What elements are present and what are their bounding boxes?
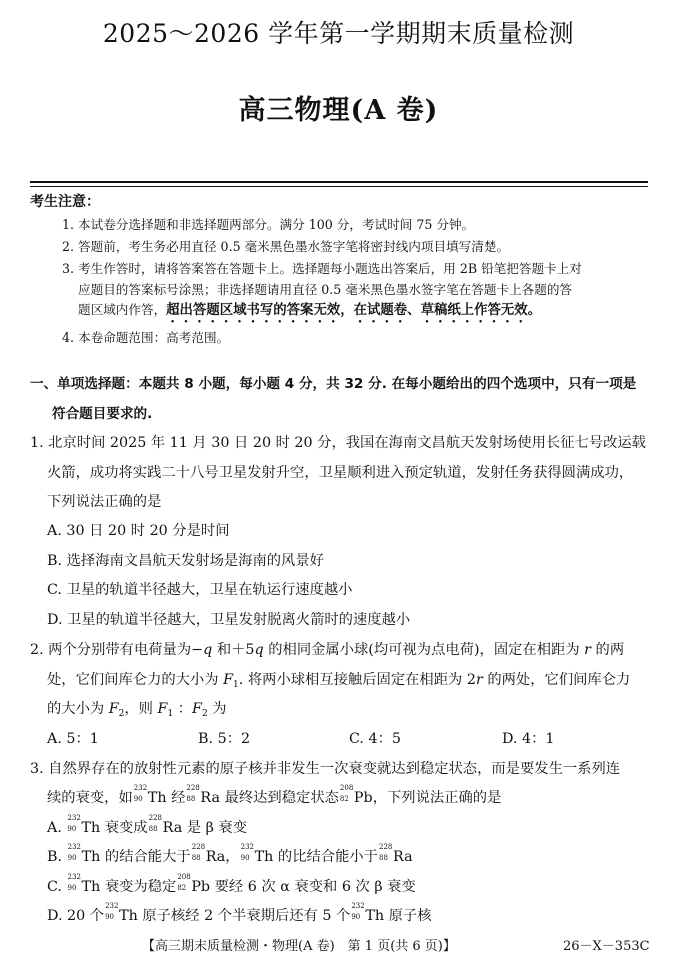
mass-number: 232 [67,843,81,851]
isotope-th [67,873,82,892]
notice-item-3: 3. 考生作答时，请将答案答在答题卡上。选择题每小题选出答案后，用 2B 铅笔把答题卡上对 [62,261,582,276]
q3-text: Th 衰变为稳定 [81,879,177,895]
mass-number: 228 [186,784,200,792]
q2-stem-line-3 [47,698,227,719]
atomic-number: 90 [67,825,77,833]
q2-text: 的大小为 [47,701,109,717]
isotope-th [67,843,82,862]
mass-number: 232 [351,902,365,910]
q3-text: Ra 最终达到稳定状态 [200,790,339,806]
isotope-th [240,843,255,862]
q3-text: Th 的结合能大于 [81,849,191,865]
atomic-number: 90 [240,854,250,862]
atomic-number: 88 [186,795,196,803]
q2-var-q: q [203,642,213,658]
q1-stem-line-2: 火箭，成功将实践二十八号卫星发射升空，卫星顺利进入预定轨道，发射任务获得圆满成功， [47,465,634,481]
mass-number: 208 [339,784,354,792]
notice-item-3-end: 题区域内作答， [78,302,167,317]
exam-subtitle: 高三物理(A 卷) [238,95,439,126]
q3-stem-line-1: 3. 自然界存在的放射性元素的原子核并非发生一次衰变就达到稳定状态，而是要发生一系列连 [30,761,621,777]
q3-text: B. [47,849,67,865]
mass-number: 232 [105,902,119,910]
q2-option-a: A. 5：1 [47,731,99,747]
q3-text: Th 原子核 [365,908,432,924]
isotope-pb [176,873,191,892]
notice-heading: 考生注意： [30,194,100,210]
notice-item-2: 2. 答题前，考生务必用直径 0.5 毫米黑色墨水签字笔将密封线内项目填写清楚。 [62,239,510,254]
atomic-number: 88 [148,825,158,833]
isotope-ra [185,784,200,803]
q3-text: Th 原子核经 2 个半衰期后还有 5 个 [119,908,351,924]
q3-text: Th 衰变成 [81,820,148,836]
q3-text: Th 经 [147,790,186,806]
mass-number: 208 [177,873,191,881]
header-rule-thick [30,181,648,183]
atomic-number: 90 [133,795,143,803]
q2-text: 和＋5 [212,642,255,658]
q2-text: 的两 [591,642,625,658]
atomic-number: 90 [67,884,77,892]
q3-text: Th 的比结合能小于 [254,849,378,865]
q2-option-c: C. 4：5 [349,731,402,747]
q2-text: 的两处，它们间库仑力 [482,672,631,688]
q2-option-b: B. 5：2 [198,731,251,747]
section-heading: 一、单项选择题：本题共 8 小题，每小题 4 分，共 32 分. 在每小题给出的四个选项中，只有一项是 [30,376,637,392]
atomic-number: 88 [378,854,388,862]
isotope-th [66,814,81,833]
q3-option-b [47,843,413,866]
atomic-number: 90 [351,913,361,921]
q2-var-f: F [192,701,202,717]
mass-number: 228 [378,843,393,851]
mass-number: 228 [148,814,162,822]
mass-number: 232 [67,873,81,881]
q2-subscript: 1 [167,709,174,719]
q3-text: 续的衰变，如 [47,790,133,806]
q2-var-f: F [157,701,168,717]
q3-text: A. [47,820,67,836]
q3-text: Ra [392,849,413,865]
q3-text: Ra， [205,849,240,865]
q1-option-b: B. 选择海南文昌航天发射场是海南的风景好 [47,553,324,569]
q3-text: Ra 是 β 衰变 [162,820,248,836]
q2-stem-line-1 [30,639,624,659]
q3-option-a [47,814,248,837]
isotope-pb [339,784,354,803]
q2-text: ： [173,701,193,717]
mass-number: 232 [67,814,81,822]
q2-text: 的相同金属小球(均可视为点电荷)，固定在相距为 [263,642,585,658]
q3-text: C. [47,879,67,895]
q2-subscript: 2 [118,709,125,719]
atomic-number: 90 [105,913,114,921]
section-heading-cont: 符合题目要求的. [52,406,153,422]
q3-text: Pb 要经 6 次 α 衰变和 6 次 β 衰变 [191,879,416,895]
q3-stem-line-2 [47,784,502,807]
atomic-number: 90 [67,854,77,862]
q3-text: Pb，下列说法正确的是 [353,790,502,806]
atomic-number: 82 [339,795,349,803]
q2-var-f: F [223,672,234,688]
exam-title: 2025～2026 学年第一学期期末质量检测 [102,19,575,48]
q3-option-c [47,873,416,896]
notice-item-3-last [78,299,541,326]
page-footer-code: 26－X－353C [563,939,650,954]
atomic-number: 88 [191,854,201,862]
isotope-ra [191,843,206,862]
q2-var-r: r [584,642,592,658]
isotope-ra [378,843,393,862]
q3-option-d [47,902,432,925]
q1-stem-line-1: 1. 北京时间 2025 年 11 月 30 日 20 时 20 分，我国在海南文昌航天发射场使用长征七号改运载 [30,435,646,451]
header-rule-thin [30,186,648,187]
q2-subscript: 2 [201,709,208,719]
q1-stem-line-3: 下列说法正确的是 [47,494,162,510]
isotope-th [350,902,365,921]
isotope-th [104,902,119,921]
mass-number: 228 [191,843,206,851]
mass-number: 232 [133,784,148,792]
q2-var-r: r [475,672,483,688]
isotope-th [133,784,148,803]
q2-stem-line-2 [47,669,630,690]
q2-text: ，则 [124,701,158,717]
q2-var-f: F [108,701,119,717]
mass-number: 232 [240,843,254,851]
q2-option-d: D. 4：1 [502,731,555,747]
q2-text: 处，它们间库仑力的大小为 [47,672,224,688]
q1-option-d: D. 卫星的轨道半径越大，卫星发射脱离火箭时的速度越小 [47,612,411,628]
notice-item-3-cont: 应题目的答案标号涂黑；非选择题请用直径 0.5 毫米黑色墨水签字笔在答题卡上各题的答 [78,282,573,297]
q3-text: D. 20 个 [47,908,105,924]
notice-item-1: 1. 本试卷分选择题和非选择题两部分。满分 100 分，考试时间 75 分钟。 [62,217,475,232]
notice-emphasis: 超出答题区域书写的答案无效，在试题卷、草稿纸上作答无效。 [166,303,542,318]
q2-text: 2. 两个分别带有电荷量为− [30,642,204,658]
q2-subscript: 1 [233,680,239,690]
q1-option-a: A. 30 日 20 时 20 分是时间 [47,523,230,539]
q2-text: 为 [207,701,227,717]
notice-item-4: 4. 本卷命题范围：高考范围。 [62,330,230,345]
atomic-number: 82 [177,884,187,892]
q2-text: . 将两小球相互接触后固定在相距为 2 [238,672,476,688]
page-footer-label: 【高三期末质量检测・物理(A 卷) 第 1 页(共 6 页)】 [142,939,456,954]
q1-option-c: C. 卫星的轨道半径越大，卫星在轨运行速度越小 [47,582,353,598]
q2-var-q: q [254,642,264,658]
isotope-ra [148,814,163,833]
